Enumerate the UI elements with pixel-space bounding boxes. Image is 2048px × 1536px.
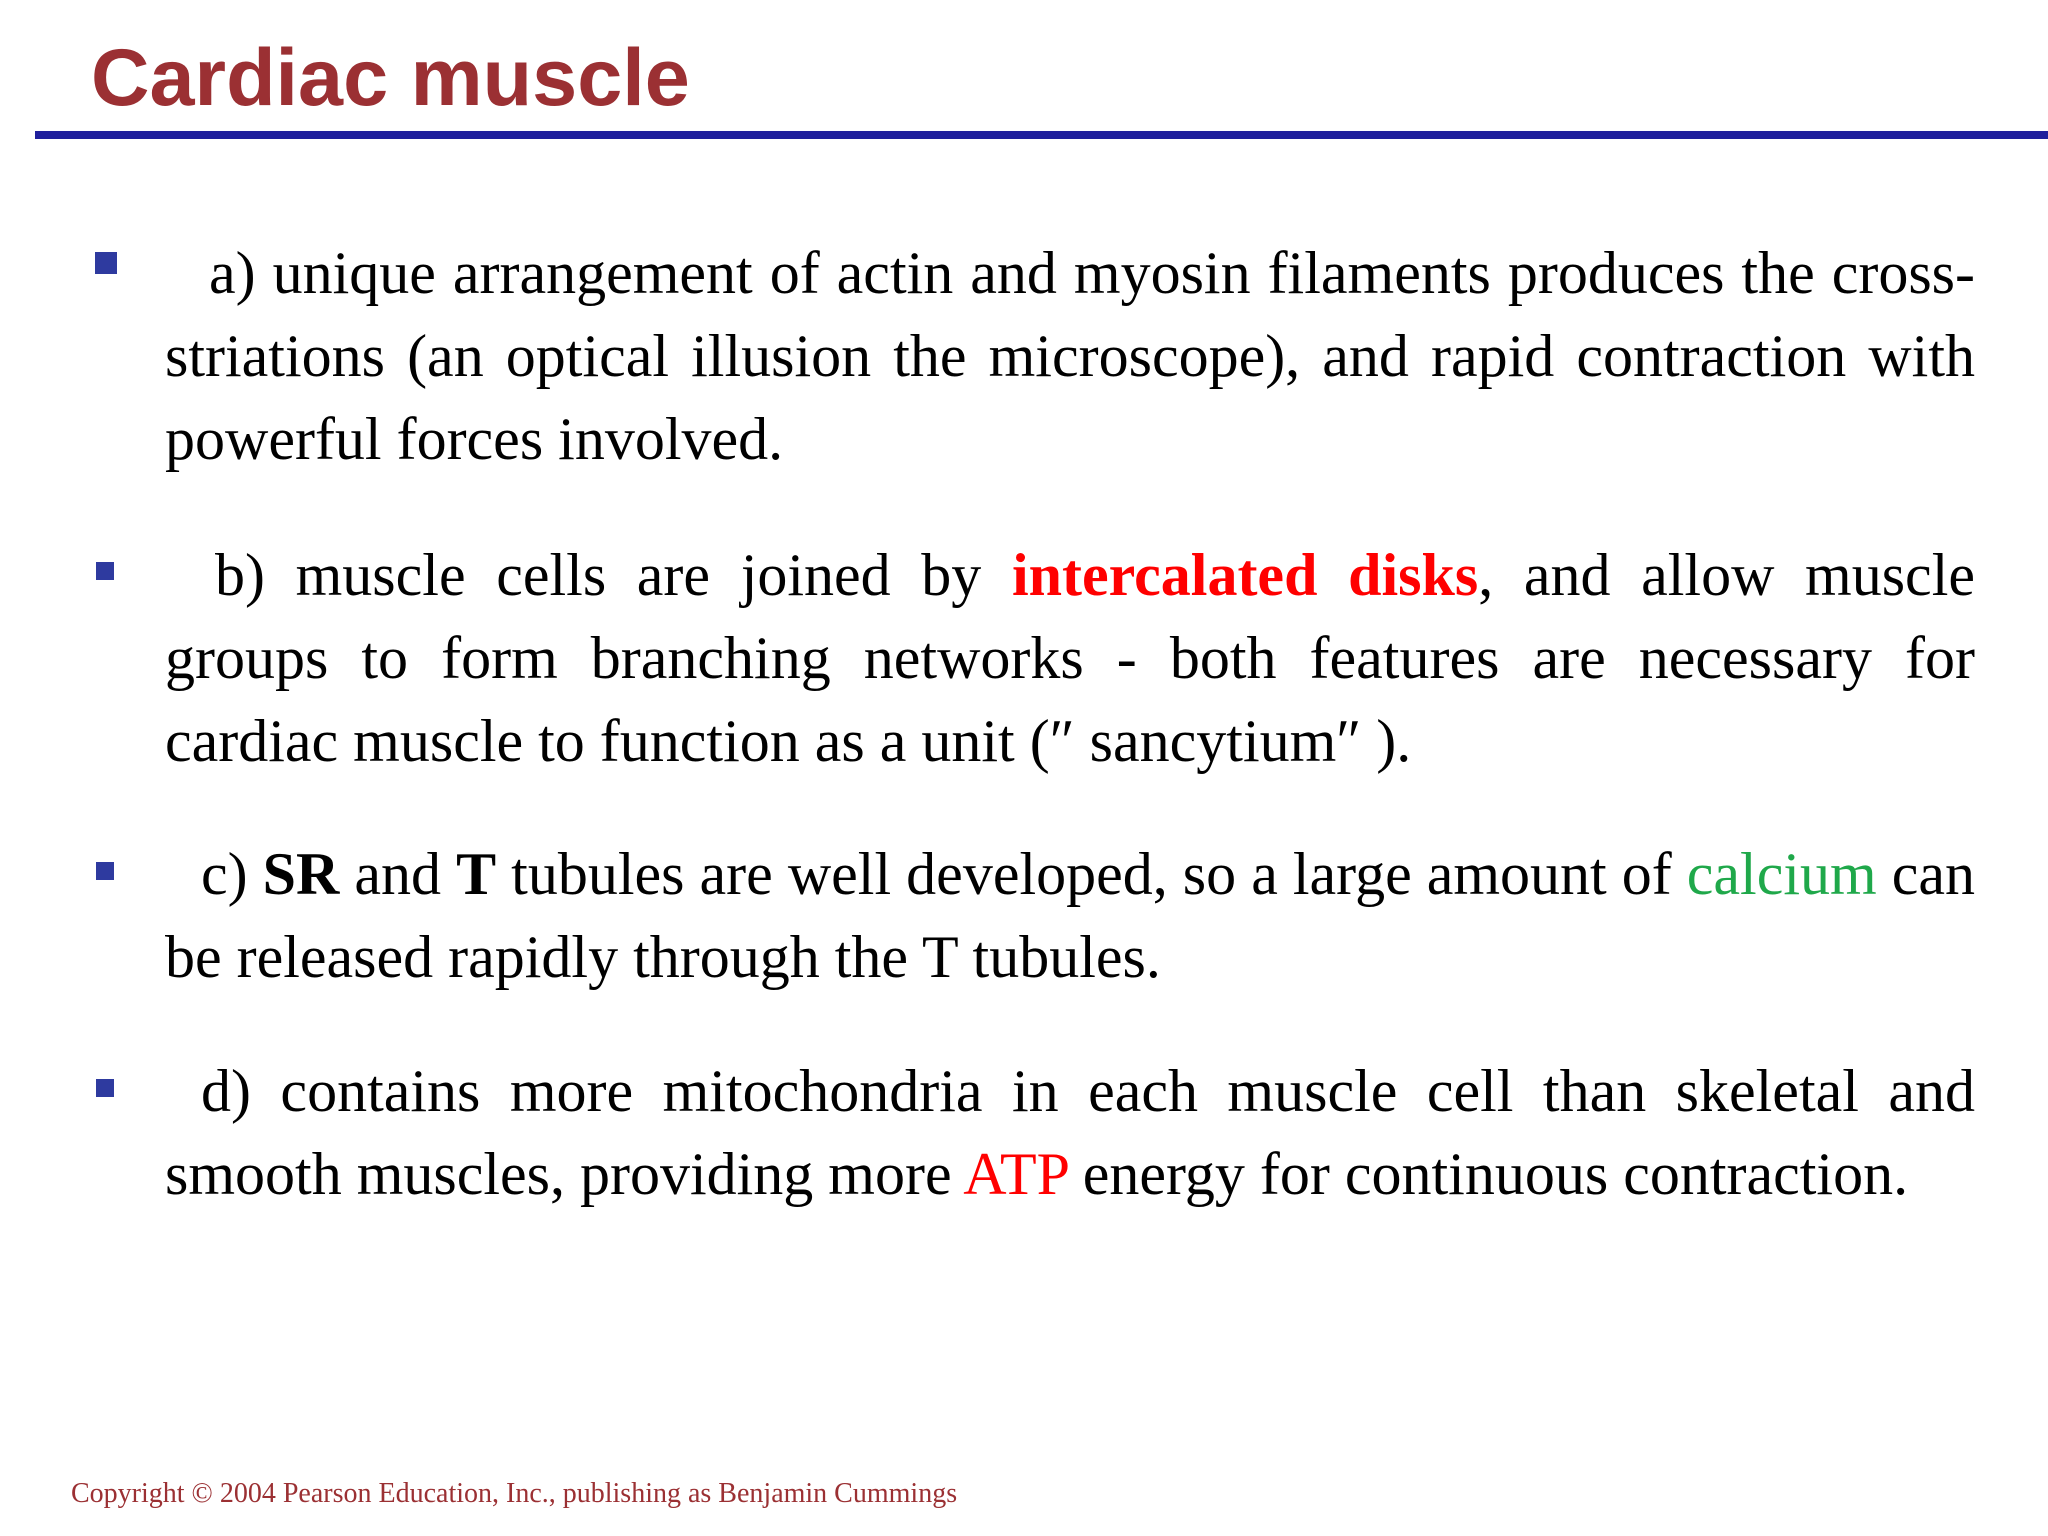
bullet-square-icon — [96, 1079, 114, 1097]
calcium-term: calcium — [1686, 841, 1877, 907]
bullet-item-a — [165, 232, 1975, 481]
atp-term: ATP — [963, 1141, 1068, 1207]
title-underline — [35, 131, 2048, 139]
bullet-c-text-and: and — [339, 841, 457, 907]
bullet-d-text-start: d) contains more mitochondria in each muscle cell than skeletal and smooth muscles, providing more — [165, 1058, 1975, 1207]
bullet-item-c — [165, 833, 1975, 999]
bullet-c-text-end: can be released rapidly through the T tubules. — [165, 841, 1976, 990]
bullet-b-text-start: b) muscle cells are joined by — [215, 542, 1012, 608]
bullet-item-b — [165, 534, 1975, 783]
bullet-square-icon — [96, 562, 114, 580]
t-term: T — [456, 841, 497, 907]
bullet-d-text-end: energy for continuous contraction. — [1067, 1141, 1909, 1207]
sr-term: SR — [262, 841, 340, 907]
slide-title: Cardiac muscle — [91, 33, 690, 123]
bullet-item-d — [165, 1050, 1975, 1216]
bullet-c-text-start: c) — [201, 841, 263, 907]
bullet-square-icon — [96, 862, 114, 880]
bullet-c-text-mid: tubules are well developed, so a large amount of — [496, 841, 1687, 907]
bullet-a-text: a) unique arrangement of actin and myosin filaments produces the cross- striations (an optical illusion the microscope), and rapid contraction with powerful forces involved. — [165, 240, 1975, 472]
bullet-b-text-end: , and allow muscle groups to form branching networks - both features are necessary for cardiac muscle to function as a unit (″ sancytium″ ). — [165, 542, 1975, 774]
bullet-square-icon — [95, 252, 117, 274]
intercalated-disks-term: intercalated disks — [1011, 542, 1479, 608]
copyright-notice: Copyright © 2004 Pearson Education, Inc., publishing as Benjamin Cummings — [71, 1478, 958, 1509]
